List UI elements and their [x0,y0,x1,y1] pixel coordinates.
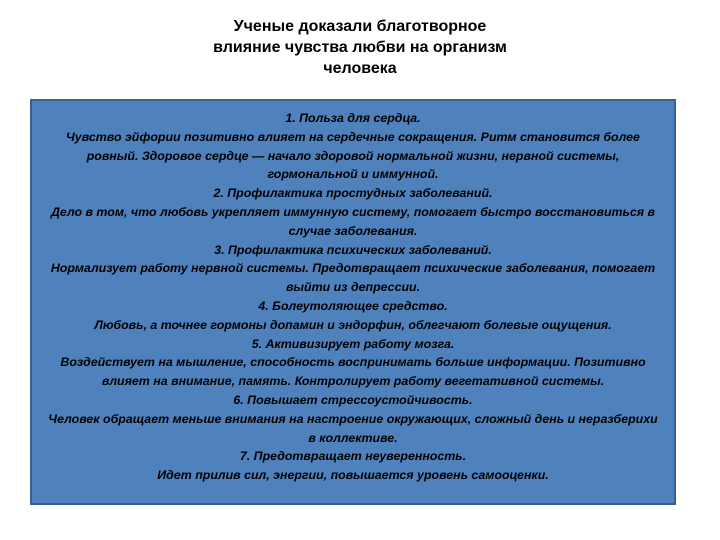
section-heading-colds: 2. Профилактика простудных заболеваний. [213,186,493,201]
section-heading-brain: 5. Активизирует работу мозга. [251,336,455,351]
content-text [48,109,658,485]
section-heading-confidence: 7. Предотвращает неуверенность. [239,449,467,464]
slide-title-line: Ученые доказали благотворное [233,18,487,35]
slide-title-line: человека [323,60,397,77]
section-body-brain: Воздействует на мышление, способность воспринимать больше информации. Позитивно влияет на внимание, память. Контролирует работу вегетативной системы. [60,355,646,389]
section-body-confidence: Идет прилив сил, энергии, повышается уровень самооценки. [157,468,549,483]
section-body-heart: Чувство эйфории позитивно влияет на сердечные сокращения. Ритм становится более ровный. Здоровое сердце — начало здоровой нормальной жизни, нервной системы, гормональной и иммунной. [66,129,640,182]
slide-title [150,16,570,79]
section-heading-mental: 3. Профилактика психических заболеваний. [214,242,492,257]
section-body-colds: Дело в том, что любовь укрепляет иммунную систему, помогает быстро восстановиться в случае заболевания. [50,204,656,238]
content-box [30,99,676,505]
section-body-painkiller: Любовь, а точнее гормоны допамин и эндорфин, облегчают болевые ощущения. [94,317,612,332]
section-heading-heart: 1. Польза для сердца. [285,111,421,125]
section-heading-stress: 6. Повышает стрессоустойчивость. [233,392,473,407]
section-body-stress: Человек обращает меньше внимания на настроение окружающих, сложный день и неразберихи в коллективе. [48,411,658,445]
section-heading-painkiller: 4. Болеутоляющее средство. [258,298,448,313]
section-body-mental: Нормализует работу нервной системы. Предотвращает психические заболевания, помогает выйти из депрессии. [50,261,656,295]
slide-title-line: влияние чувства любви на организм [213,39,507,56]
